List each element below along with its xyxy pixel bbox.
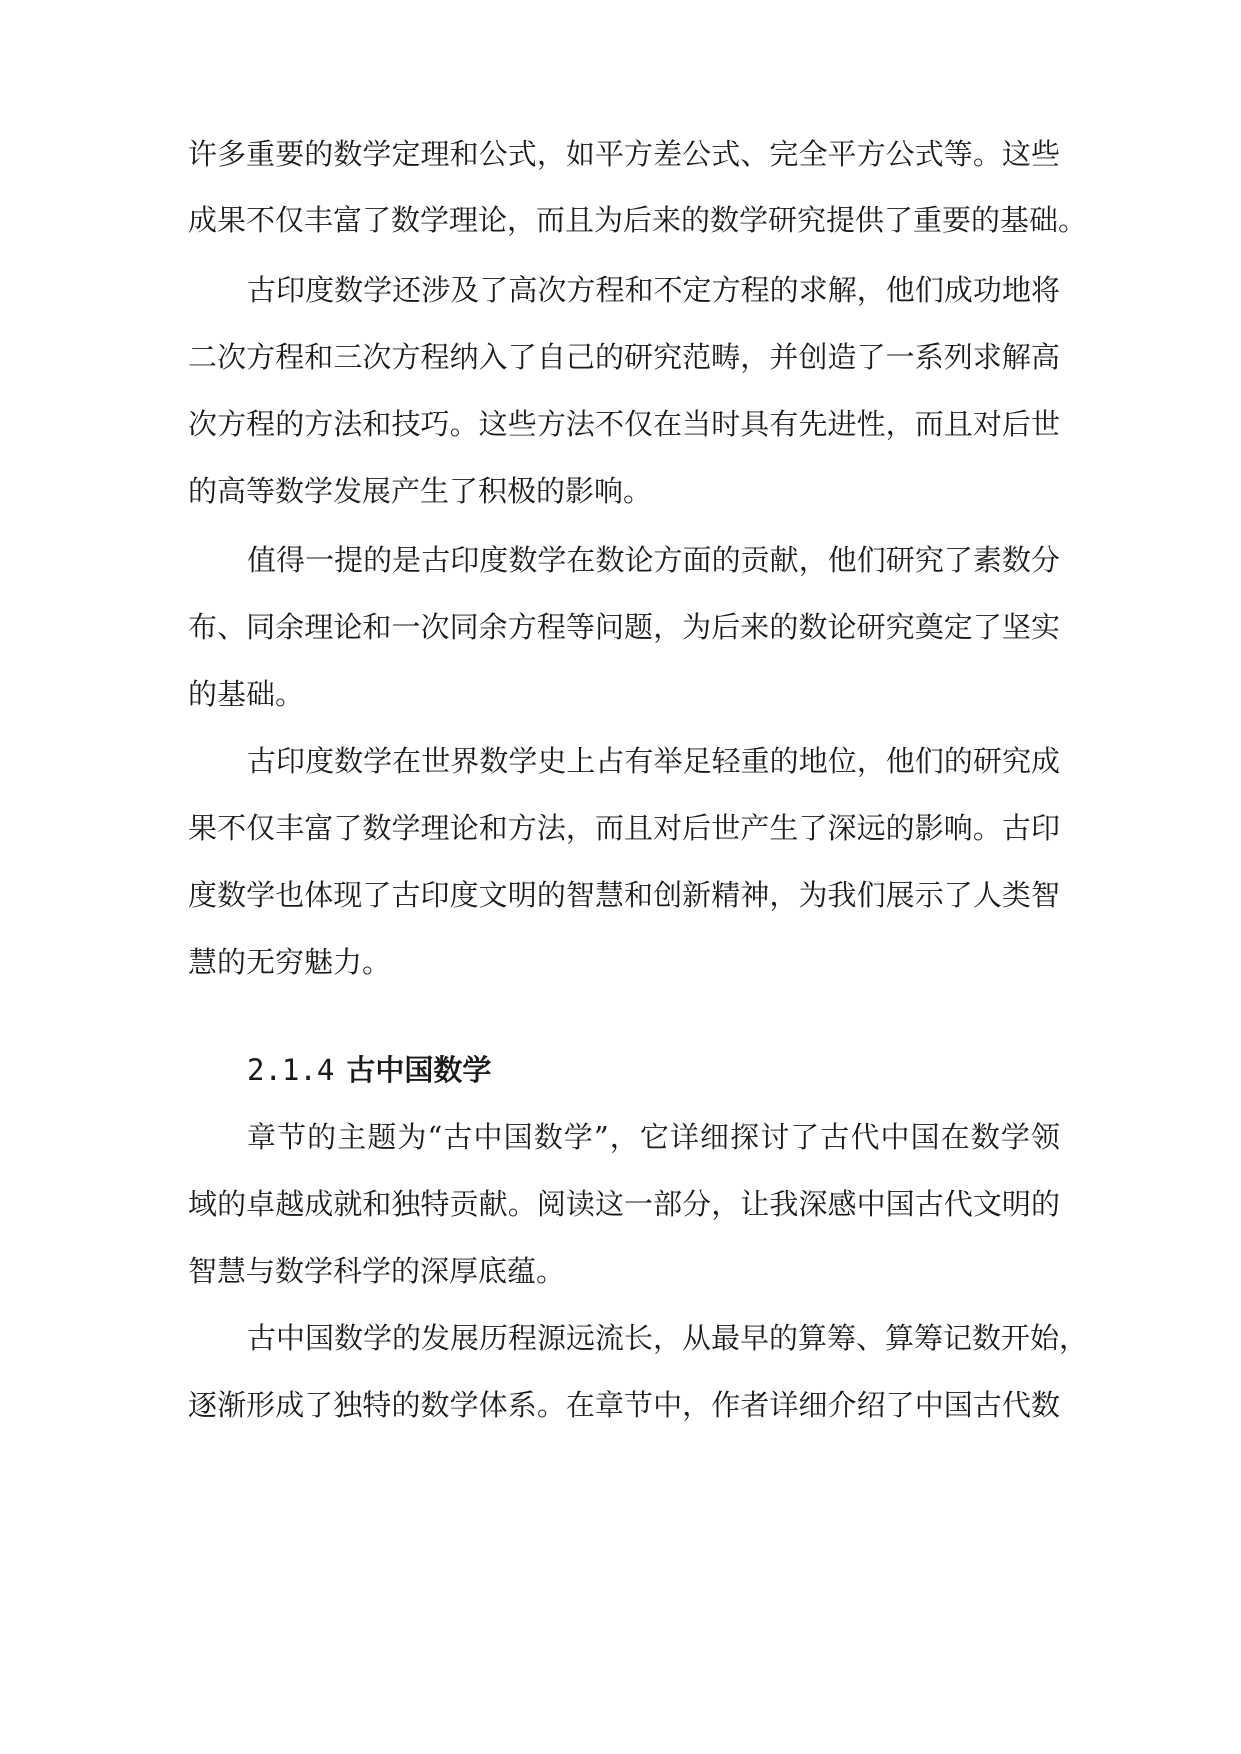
paragraph-line: 古中国数学的发展历程源远流长，从最早的算筹、算筹记数开始，: [247, 1321, 1089, 1355]
paragraph-line: 次方程的方法和技巧。这些方法不仅在当时具有先进性，而且对后世: [188, 407, 1060, 441]
paragraph-line: 果不仅丰富了数学理论和方法，而且对后世产生了深远的影响。古印: [188, 811, 1060, 845]
paragraph-line: 章节的主题为“古中国数学”，它详细探讨了古代中国在数学领: [247, 1120, 1060, 1154]
paragraph-line: 古印度数学还涉及了高次方程和不定方程的求解，他们成功地将: [247, 273, 1060, 307]
paragraph-line: 逐渐形成了独特的数学体系。在章节中，作者详细介绍了中国古代数: [188, 1388, 1060, 1422]
paragraph-line: 值得一提的是古印度数学在数论方面的贡献，他们研究了素数分: [247, 543, 1060, 577]
paragraph-line: 二次方程和三次方程纳入了自己的研究范畴，并创造了一系列求解高: [188, 340, 1060, 374]
paragraph-line: 成果不仅丰富了数学理论，而且为后来的数学研究提供了重要的基础。: [188, 203, 1088, 237]
paragraph-line: 古印度数学在世界数学史上占有举足轻重的地位，他们的研究成: [247, 744, 1060, 778]
paragraph-line: 慧的无穷魅力。: [188, 945, 392, 979]
section-title: 古中国数学: [346, 1053, 492, 1087]
paragraph-line: 的基础。: [188, 677, 305, 711]
paragraph-line: 的高等数学发展产生了积极的影响。: [188, 474, 653, 508]
paragraph-line: 智慧与数学科学的深厚底蕴。: [188, 1254, 566, 1288]
paragraph-line: 许多重要的数学定理和公式，如平方差公式、完全平方公式等。这些: [188, 137, 1060, 171]
paragraph-line: 域的卓越成就和独特贡献。阅读这一部分，让我深感中国古代文明的: [188, 1187, 1060, 1221]
section-number: 2.1.4: [247, 1053, 335, 1087]
paragraph-line: 布、同余理论和一次同余方程等问题，为后来的数论研究奠定了坚实: [188, 610, 1060, 644]
paragraph-line: 度数学也体现了古印度文明的智慧和创新精神，为我们展示了人类智: [188, 878, 1060, 912]
section-heading: [247, 1050, 491, 1090]
